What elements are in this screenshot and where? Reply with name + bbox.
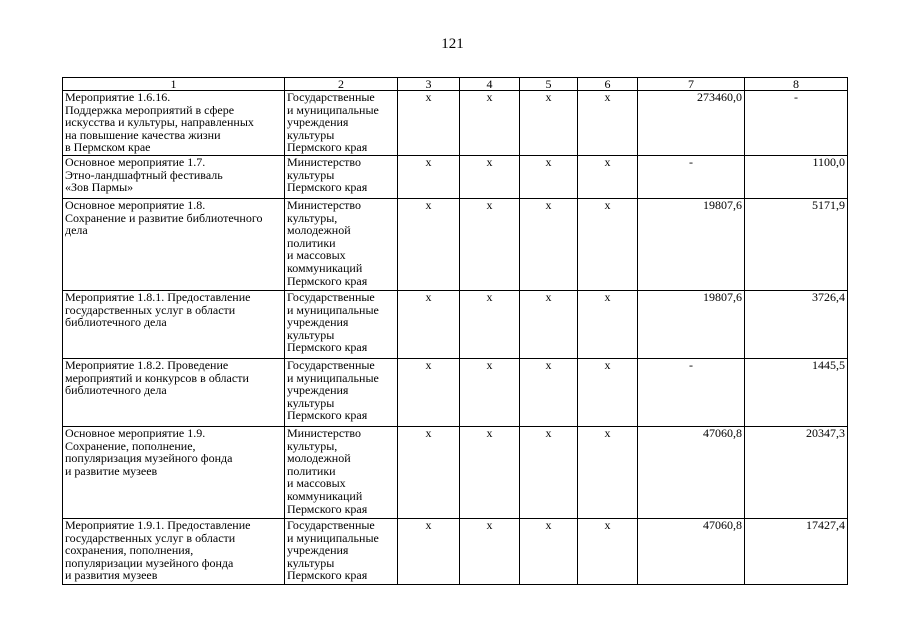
activity-name: Основное мероприятие 1.8. Сохранение и развитие библиотечного дела [63, 199, 285, 291]
cell-col4: x [460, 291, 520, 359]
table-row [63, 91, 848, 156]
cell-col8: 17427,4 [745, 519, 848, 585]
cell-col8: 3726,4 [745, 291, 848, 359]
column-header: 6 [578, 78, 638, 91]
cell-col3: x [398, 359, 460, 427]
cell-col4: x [460, 91, 520, 156]
column-header: 5 [520, 78, 578, 91]
cell-col7: 19807,6 [638, 291, 745, 359]
cell-col6: x [578, 359, 638, 427]
executor: Государственные и муниципальные учреждения культуры Пермского края [285, 519, 398, 585]
cell-col8: 20347,3 [745, 427, 848, 519]
cell-col4: x [460, 519, 520, 585]
cell-col4: x [460, 359, 520, 427]
table-row [63, 156, 848, 199]
table-row [63, 519, 848, 585]
cell-col4: x [460, 156, 520, 199]
cell-col3: x [398, 519, 460, 585]
cell-col7: 47060,8 [638, 519, 745, 585]
cell-col3: x [398, 291, 460, 359]
column-header: 8 [745, 78, 848, 91]
activity-name: Основное мероприятие 1.9. Сохранение, пополнение, популяризация музейного фонда и развитие музеев [63, 427, 285, 519]
cell-col7: - [638, 156, 745, 199]
column-header: 2 [285, 78, 398, 91]
cell-col8: 5171,9 [745, 199, 848, 291]
executor: Министерство культуры Пермского края [285, 156, 398, 199]
column-header: 3 [398, 78, 460, 91]
table-row [63, 291, 848, 359]
cell-col8: - [745, 91, 848, 156]
cell-col3: x [398, 427, 460, 519]
table-header-row [63, 78, 848, 91]
cell-col7: 273460,0 [638, 91, 745, 156]
cell-col7: - [638, 359, 745, 427]
column-header: 4 [460, 78, 520, 91]
cell-col6: x [578, 199, 638, 291]
cell-col6: x [578, 519, 638, 585]
cell-col4: x [460, 427, 520, 519]
activity-name: Мероприятие 1.9.1. Предоставление государственных услуг в области сохранения, пополнения, популяризации музейного фонда и развития музеев [63, 519, 285, 585]
cell-col5: x [520, 291, 578, 359]
activity-name: Мероприятие 1.8.2. Проведение мероприятий и конкурсов в области библиотечного дела [63, 359, 285, 427]
cell-col7: 47060,8 [638, 427, 745, 519]
cell-col8: 1445,5 [745, 359, 848, 427]
cell-col3: x [398, 91, 460, 156]
cell-col3: x [398, 156, 460, 199]
executor: Государственные и муниципальные учреждения культуры Пермского края [285, 291, 398, 359]
column-header: 1 [63, 78, 285, 91]
cell-col5: x [520, 91, 578, 156]
cell-col5: x [520, 359, 578, 427]
table-row [63, 199, 848, 291]
cell-col5: x [520, 519, 578, 585]
activity-name: Мероприятие 1.6.16. Поддержка мероприятий в сфере искусства и культуры, направленных на повышение качества жизни в Пермском крае [63, 91, 285, 156]
activity-name: Основное мероприятие 1.7. Этно-ландшафтный фестиваль «Зов Пармы» [63, 156, 285, 199]
table-row [63, 427, 848, 519]
column-header: 7 [638, 78, 745, 91]
cell-col6: x [578, 427, 638, 519]
cell-col6: x [578, 91, 638, 156]
cell-col7: 19807,6 [638, 199, 745, 291]
cell-col4: x [460, 199, 520, 291]
cell-col6: x [578, 291, 638, 359]
cell-col5: x [520, 427, 578, 519]
executor: Министерство культуры, молодежной политики и массовых коммуникаций Пермского края [285, 199, 398, 291]
cell-col6: x [578, 156, 638, 199]
cell-col8: 1100,0 [745, 156, 848, 199]
cell-col5: x [520, 156, 578, 199]
executor: Государственные и муниципальные учреждения культуры Пермского края [285, 359, 398, 427]
activity-name: Мероприятие 1.8.1. Предоставление государственных услуг в области библиотечного дела [63, 291, 285, 359]
table-row [63, 359, 848, 427]
executor: Министерство культуры, молодежной политики и массовых коммуникаций Пермского края [285, 427, 398, 519]
page-number: 121 [441, 36, 464, 52]
cell-col5: x [520, 199, 578, 291]
cell-col3: x [398, 199, 460, 291]
program-table [62, 77, 848, 585]
executor: Государственные и муниципальные учреждения культуры Пермского края [285, 91, 398, 156]
